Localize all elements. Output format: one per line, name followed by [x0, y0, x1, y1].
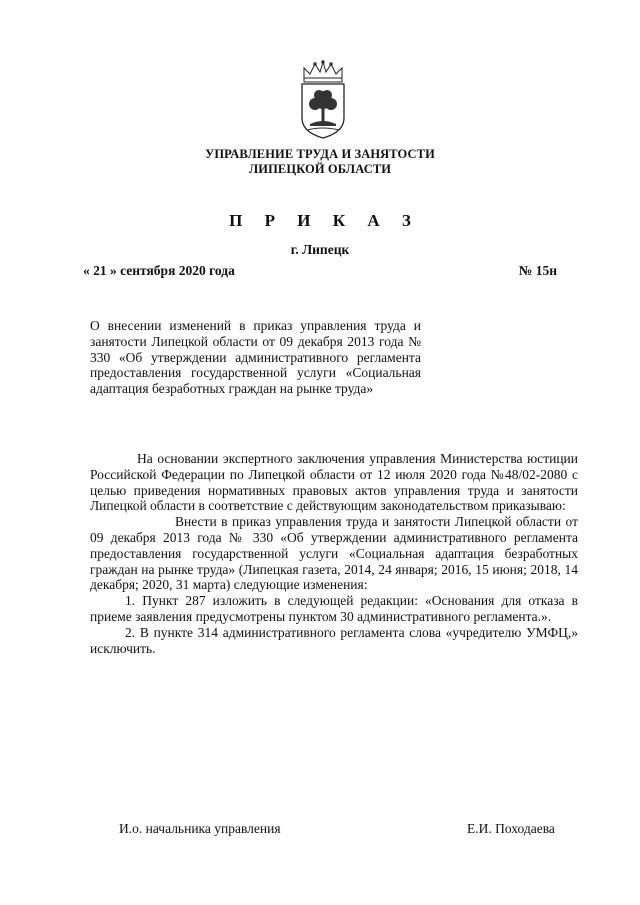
- body-paragraph-item-1: 1. Пункт 287 изложить в следующей редакции: «Основания для отказа в приеме заявления предусмотрены пунктом 30 административного регламента.».: [90, 593, 578, 624]
- document-number: № 15н: [518, 263, 557, 278]
- body-paragraph-preamble: На основании экспертного заключения управления Министерства юстиции Российской Федерации по Липецкой области от 12 июля 2020 года №48/02-2080 с целью приведения нормативных правовых актов управления труда и занятости Липецкой области в соответствие с действующим законодательством приказываю:: [90, 451, 578, 514]
- document-body: [90, 451, 578, 656]
- body-paragraph-order: Внести в приказ управления труда и занятости Липецкой области от 09 декабря 2013 года № 330 «Об утверждении административного регламента предоставления государственной услуги «Социальная адаптация безработных граждан на рынке труда» (Липецкая газета, 2014, 24 января; 2016, 15 июня; 2018, 14 декабря; 2020, 31 марта) следующие изменения:: [90, 514, 578, 593]
- document-title: П Р И К А З: [229, 211, 420, 230]
- document-subject: О внесении изменений в приказ управления труда и занятости Липецкой области от 09 декабря 2013 года № 330 «Об утверждении административного регламента предоставления государственной услуги «Социальная адаптация безработных граждан на рынке труда»: [90, 318, 421, 397]
- body-paragraph-item-2: 2. В пункте 314 административного регламента слова «учредителю УМФЦ,» исключить.: [90, 624, 578, 656]
- document-date: « 21 » сентября 2020 года: [83, 263, 235, 278]
- organization-name-line1: УПРАВЛЕНИЕ ТРУДА И ЗАНЯТОСТИ: [205, 147, 435, 161]
- organization-name-line2: ЛИПЕЦКОЙ ОБЛАСТИ: [248, 162, 392, 176]
- document-city: г. Липецк: [290, 242, 350, 257]
- signatory-name: Е.И. Походаева: [467, 821, 555, 836]
- signatory-role: И.о. начальника управления: [119, 821, 281, 836]
- lipetsk-coat-of-arms-icon: [298, 60, 348, 140]
